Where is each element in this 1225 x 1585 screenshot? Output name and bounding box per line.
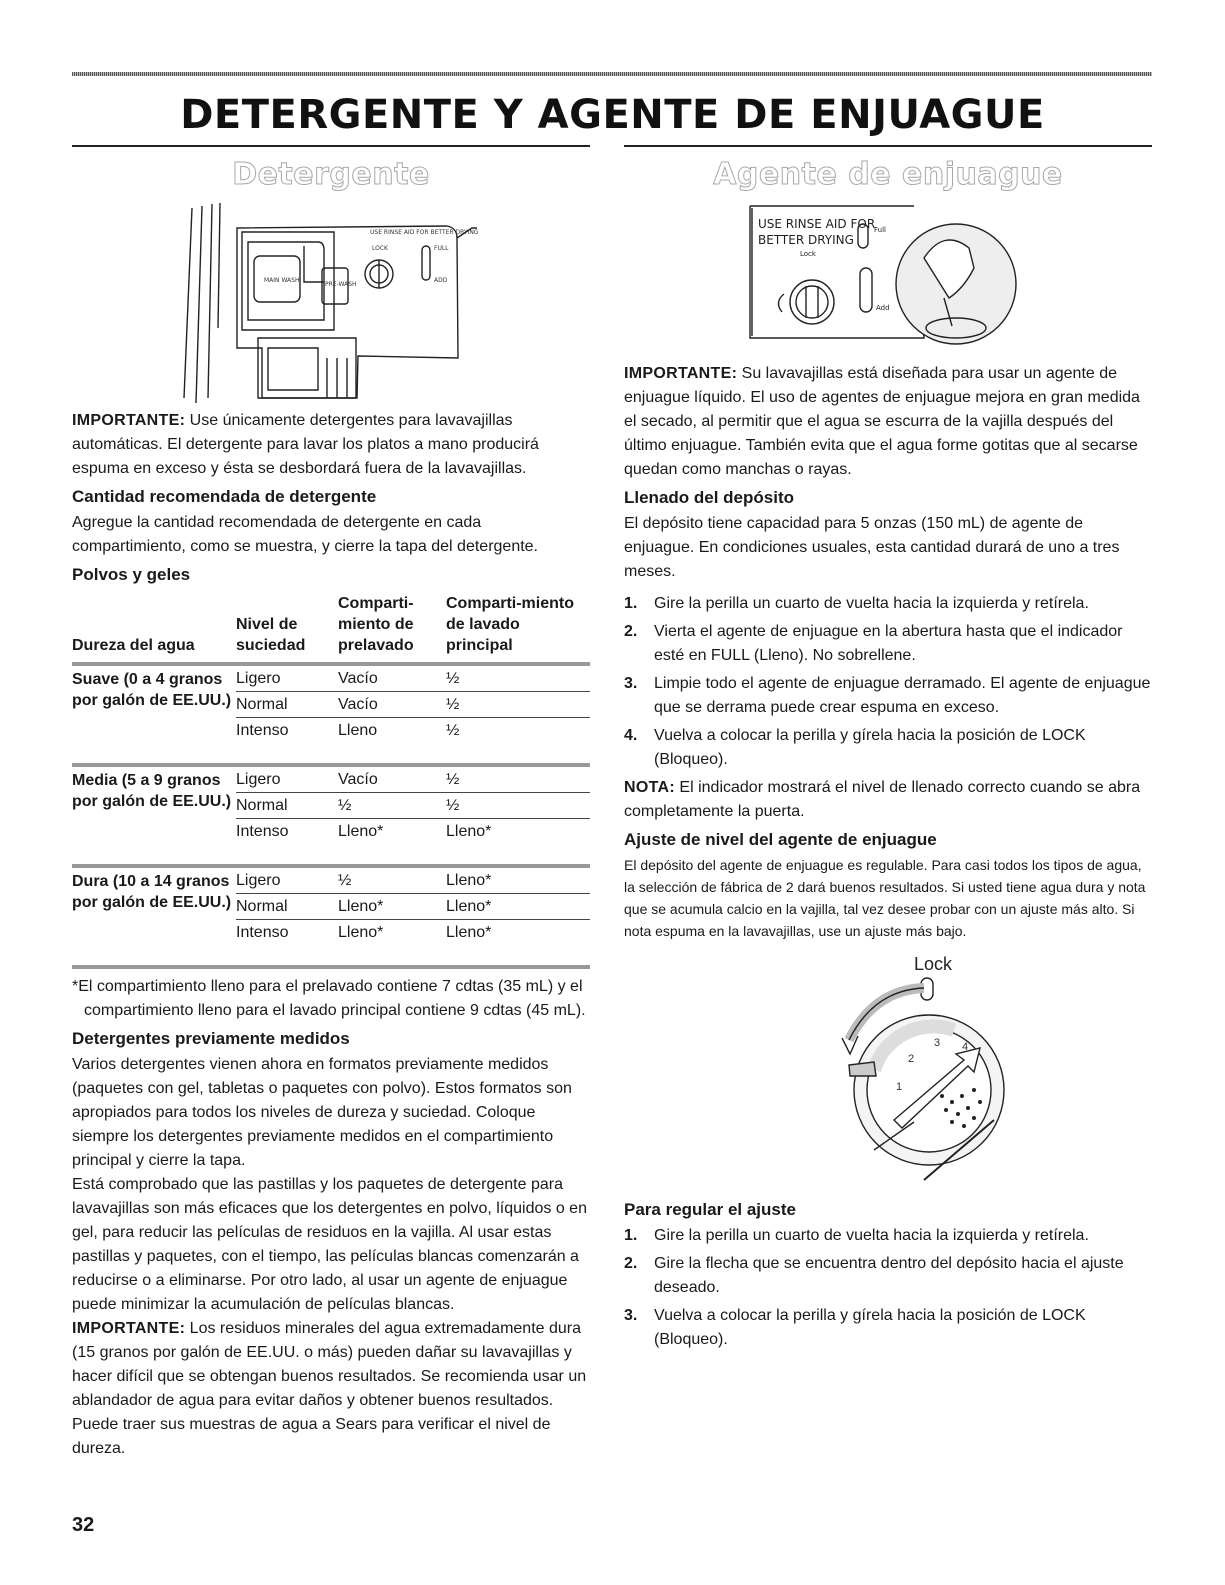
header-nivel: Nivel de suciedad [236,616,306,654]
better-drying-label: BETTER DRYING [758,233,854,247]
top-rule [72,72,1152,76]
table-cell: Intenso [236,722,289,739]
table-cell: ½ [446,692,590,718]
dial-number-1: 1 [896,1081,903,1093]
table-row [72,664,590,692]
header-dureza: Dureza del agua [72,637,195,654]
list-item: 2. Gire la flecha que se encuentra dentro del depósito hacia el ajuste deseado. [624,1255,1124,1296]
heading-polvos: Polvos y geles [72,565,191,584]
table-cell: ½ [446,722,460,739]
table-cell: Vacío [338,692,446,718]
paragraph-medidos-1: Varios detergentes vienen ahora en formatos previamente medidos (paquetes con gel, tabletas o paquetes con polvo). Estos formatos son apropiados para todos los niveles de dureza y suciedad. Coloque siempre los detergentes previamente medidos en el compartimiento principal y cierre la tapa. [72,1056,572,1169]
table-cell: Lleno* [338,924,384,941]
table-cell: Ligero [236,765,338,793]
use-rinse-aid-label: USE RINSE AID FOR [758,217,876,231]
table-cell: ½ [446,664,590,692]
table-cell: ½ [338,866,446,894]
hardness-cell: Media (5 a 9 granos por galón de EE.UU.) [72,772,232,810]
dial-number-4: 4 [962,1041,969,1053]
list-item: 4. Vuelva a colocar la perilla y gírela hacia la posición de LOCK (Bloqueo). [624,727,1086,768]
table-cell: Intenso [236,924,289,941]
table-cell: Lleno [338,722,378,739]
lock-label: Lock [800,250,816,258]
table-cell: Lleno* [338,894,446,920]
add-label: Add [876,304,890,312]
rinse-aid-drawing [624,198,1152,358]
hardness-cell: Dura (10 a 14 granos por galón de EE.UU.) [72,873,232,911]
list-item: 3. Vuelva a colocar la perilla y gírela hacia la posición de LOCK (Bloqueo). [624,1307,1086,1348]
lock-dial-illustration [624,950,1152,1192]
detergent-section-title: Detergente [232,157,430,192]
column-rule [72,145,590,147]
list-item: 2. Vierta el agente de enjuague en la abertura hasta que el indicador esté en FULL (Lleno). No sobrellene. [624,623,1123,664]
table-group-media [72,765,590,866]
heading-llenado: Llenado del depósito [624,488,795,507]
lock-dial-drawing [624,950,1152,1192]
table-row [72,866,590,894]
rinse-aid-column [624,145,1152,1356]
header-prelavado: Comparti-miento de prelavado [338,595,414,654]
table-cell: Normal [236,793,338,819]
table-group-dura [72,866,590,967]
important-paragraph: IMPORTANTE: Use únicamente detergentes para lavavajillas automáticas. El detergente para lavar los platos a mano producirá espuma en exceso y ésta se desbordará fuera de la lavavajillas. [72,412,539,477]
column-rule [624,145,1152,147]
table-cell: Lleno* [446,823,492,840]
table-cell: Ligero [236,866,338,894]
table-row [72,765,590,793]
dial-number-3: 3 [934,1037,941,1049]
table-cell: Ligero [236,664,338,692]
use-rinse-aid-label: USE RINSE AID FOR BETTER DRYING [370,229,479,236]
table-cell: Normal [236,894,338,920]
page-number: 32 [72,1514,95,1536]
header-lavado-principal: Comparti-miento de lavado principal [446,595,574,654]
heading-ajuste: Ajuste de nivel del agente de enjuague [624,830,937,849]
important-paragraph-2: IMPORTANTE: Los residuos minerales del agua extremadamente dura (15 granos por galón de EE.UU. o más) pueden dañar su lavavajillas y hacer difícil que se obtengan buenos resultados. Se recomienda usar un ablandador de agua para evitar daños y obtener buenos resultados. Puede traer sus muestras de agua a Sears para verificar el nivel de dureza. [72,1320,587,1457]
lock-dial-label: Lock [914,954,953,974]
table-cell: Vacío [338,765,446,793]
heading-medidos: Detergentes previamente medidos [72,1029,350,1048]
steps-regular [624,1224,1152,1352]
page-title: DETERGENTE Y AGENTE DE ENJUAGUE [180,92,1045,138]
table-cell: Lleno* [446,894,590,920]
add-label: ADD [434,277,448,284]
rinse-aid-section-title: Agente de enjuague [713,157,1063,192]
nota-paragraph: NOTA: El indicador mostrará el nivel de llenado correcto cuando se abra completamente la puerta. [624,779,1141,820]
paragraph-cantidad: Agregue la cantidad recomendada de detergente en cada compartimiento, como se muestra, y cierre la tapa del detergente. [72,514,538,555]
table-cell: ½ [446,765,590,793]
table-cell: Vacío [338,664,446,692]
detergent-table [72,589,590,969]
rinse-aid-illustration [624,198,1152,358]
paragraph-llenado: El depósito tiene capacidad para 5 onzas (150 mL) de agente de enjuague. En condiciones usuales, esta cantidad durará de uno a tres meses. [624,515,1120,580]
main-wash-label: MAIN WASH [264,277,300,284]
detergent-dispenser-illustration [72,198,590,403]
heading-regular: Para regular el ajuste [624,1200,796,1219]
table-cell: ½ [338,793,446,819]
paragraph-ajuste: El depósito del agente de enjuague es regulable. Para casi todos los tipos de agua, la selección de fábrica de 2 dará buenos resultados. Si usted tiene agua dura y nota que se acumula calcio en la vajilla, tal vez desee probar con un ajuste más alto. Si nota espuma en la lavavajillas, use un ajuste más bajo. [624,857,1146,939]
table-header-row [72,591,590,664]
dial-number-2: 2 [908,1053,915,1065]
detergent-column [72,145,590,1461]
lock-label: LOCK [372,245,388,252]
table-cell: Normal [236,692,338,718]
heading-cantidad: Cantidad recomendada de detergente [72,487,377,506]
steps-llenado [624,592,1152,772]
table-cell: Lleno* [446,866,590,894]
full-label: Full [874,226,886,234]
full-label: FULL [434,245,449,252]
paragraph-medidos-2: Está comprobado que las pastillas y los paquetes de detergente para lavavajillas son más eficaces que los detergentes en polvo, líquidos o en gel, para reducir las películas de residuos en la vajilla. Al usar estas pastillas y paquetes, con el tiempo, las películas blancas comenzarán a reducirse o a eliminarse. Por otro lado, al usar un agente de enjuague puede minimizar la acumulación de películas blancas. [72,1176,587,1313]
table-footnote: *El compartimiento lleno para el prelavado contiene 7 cdtas (35 mL) y el compartimiento lleno para el lavado principal contiene 9 cdtas (45 mL). [72,978,586,1019]
table-group-suave [72,664,590,765]
table-cell: Lleno* [446,924,492,941]
table-cell: Lleno* [338,823,384,840]
dispenser-drawing [72,198,590,403]
pre-wash-label: PRE-WASH [325,281,357,288]
list-item: 1. Gire la perilla un cuarto de vuelta hacia la izquierda y retírela. [624,1227,1089,1244]
list-item: 1. Gire la perilla un cuarto de vuelta hacia la izquierda y retírela. [624,595,1089,612]
important-paragraph: IMPORTANTE: Su lavavajillas está diseñada para usar un agente de enjuague líquido. El uso de agentes de enjuague mejora en gran medida el secado, al permitir que el agua se escurra de la vajilla después del último enjuague. También evita que el agua forme gotitas que al secarse quedan como manchas o rayas. [624,365,1140,478]
list-item: 3. Limpie todo el agente de enjuague derramado. El agente de enjuague que se derrama puede crear espuma en exceso. [624,675,1151,716]
table-cell: ½ [446,793,590,819]
table-cell: Intenso [236,823,289,840]
hardness-cell: Suave (0 a 4 granos por galón de EE.UU.) [72,671,232,709]
